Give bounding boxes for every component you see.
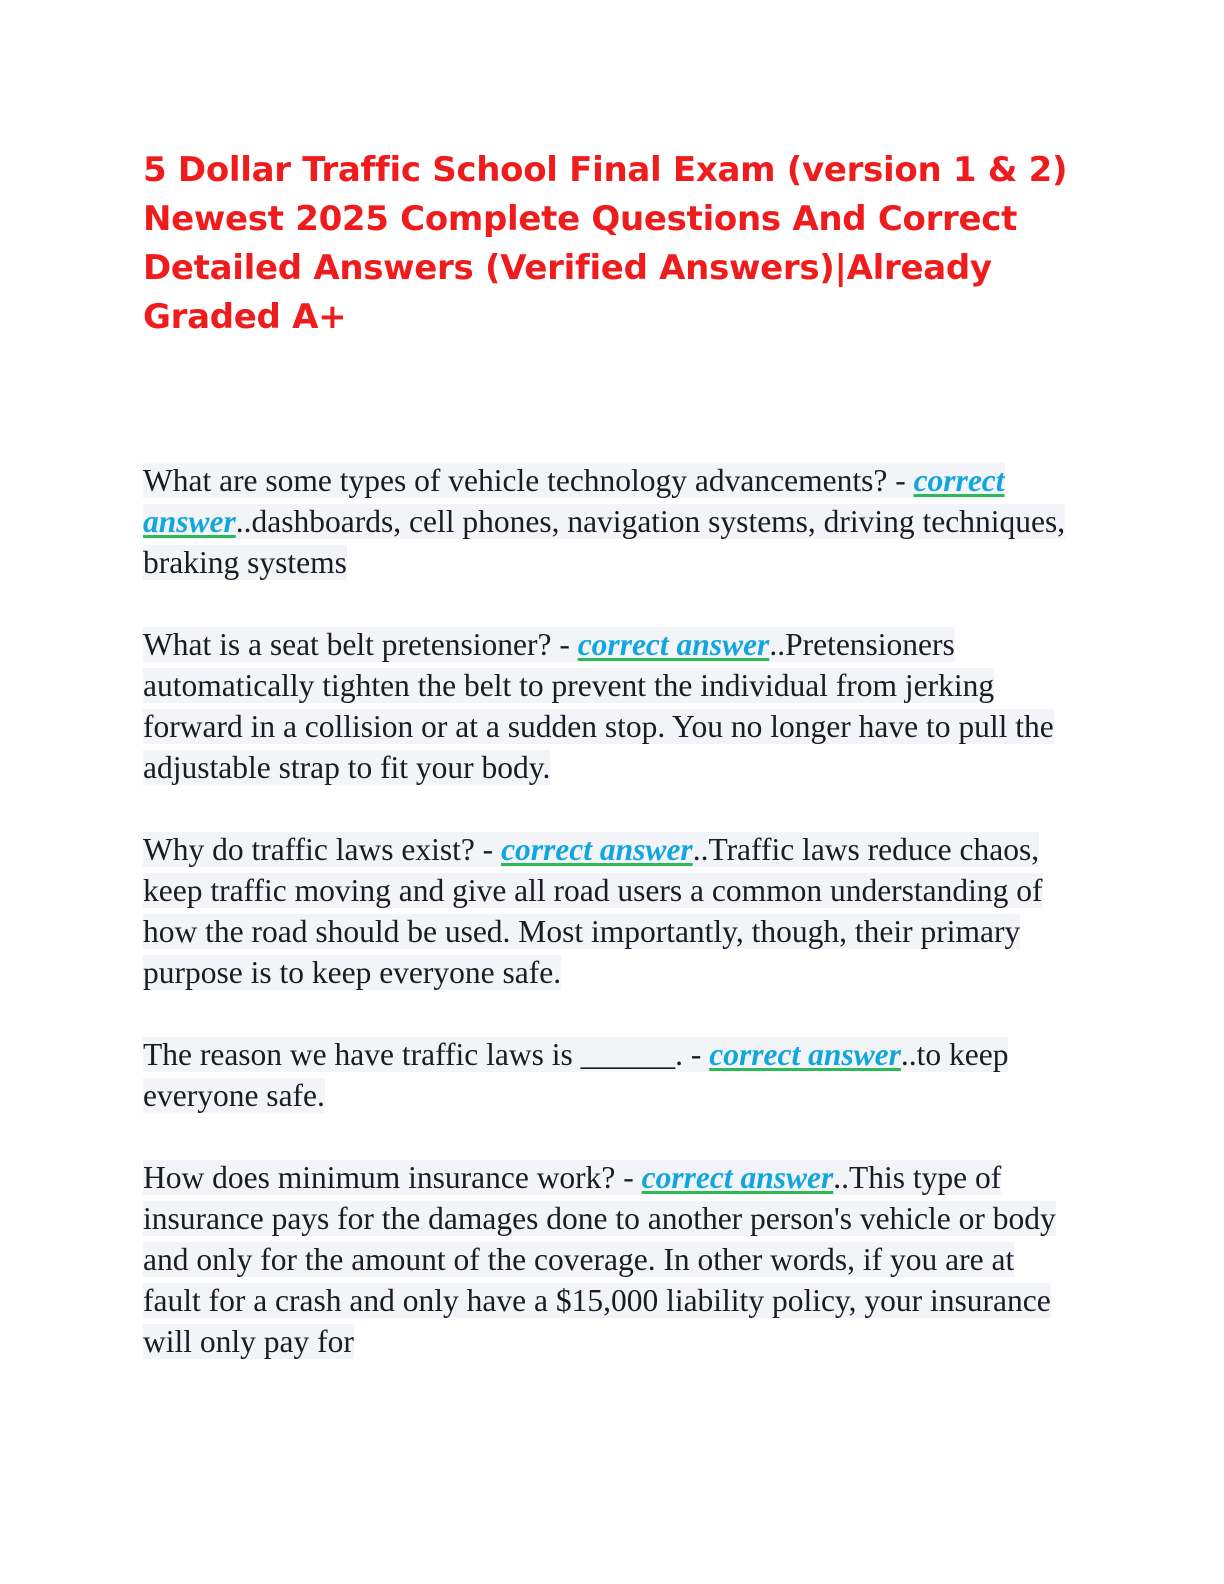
answer-label: correct answer	[641, 1160, 834, 1195]
answer-text: ..Traffic laws reduce chaos, keep traffic moving and give all road users a common understanding of how the road should be used. Most importantly, though, their primary purpose is to keep everyone safe.	[143, 832, 1043, 990]
qa-text	[143, 627, 1054, 785]
qa-item	[143, 829, 1073, 993]
qa-text	[143, 463, 1065, 580]
answer-text: ..to keep everyone safe.	[143, 1037, 1009, 1113]
answer-label: correct answer	[143, 463, 1005, 539]
qa-item	[143, 624, 1073, 788]
question-text: How does minimum insurance work? -	[143, 1160, 642, 1195]
question-text: What is a seat belt pretensioner? -	[143, 627, 578, 662]
qa-list	[143, 460, 1073, 1403]
answer-text: ..This type of insurance pays for the damages done to another person's vehicle or body and only for the amount of the coverage. In other words, if you are at fault for a crash and only have a $15,000 liability policy, your insurance will only pay for	[143, 1160, 1056, 1359]
qa-text	[143, 1160, 1056, 1359]
question-text: What are some types of vehicle technology advancements? -	[143, 463, 914, 498]
answer-text: ..Pretensioners automatically tighten the belt to prevent the individual from jerking forward in a collision or at a sudden stop. You no longer have to pull the adjustable strap to fit your body.	[143, 627, 1054, 785]
question-text: Why do traffic laws exist? -	[143, 832, 502, 867]
qa-text	[143, 832, 1043, 990]
document-title: 5 Dollar Traffic School Final Exam (version 1 & 2) Newest 2025 Complete Questions And Correct Detailed Answers (Verified Answers)|Already Graded A+	[143, 150, 1068, 337]
qa-text	[143, 1037, 1008, 1113]
qa-item	[143, 1157, 1073, 1362]
qa-item	[143, 1034, 1073, 1116]
answer-label: correct answer	[501, 832, 693, 867]
qa-item	[143, 460, 1073, 583]
answer-text: ..dashboards, cell phones, navigation systems, driving techniques, braking systems	[143, 504, 1066, 580]
answer-label: correct answer	[709, 1037, 901, 1072]
answer-label: correct answer	[577, 627, 770, 662]
question-text: The reason we have traffic laws is ______. -	[143, 1037, 710, 1072]
